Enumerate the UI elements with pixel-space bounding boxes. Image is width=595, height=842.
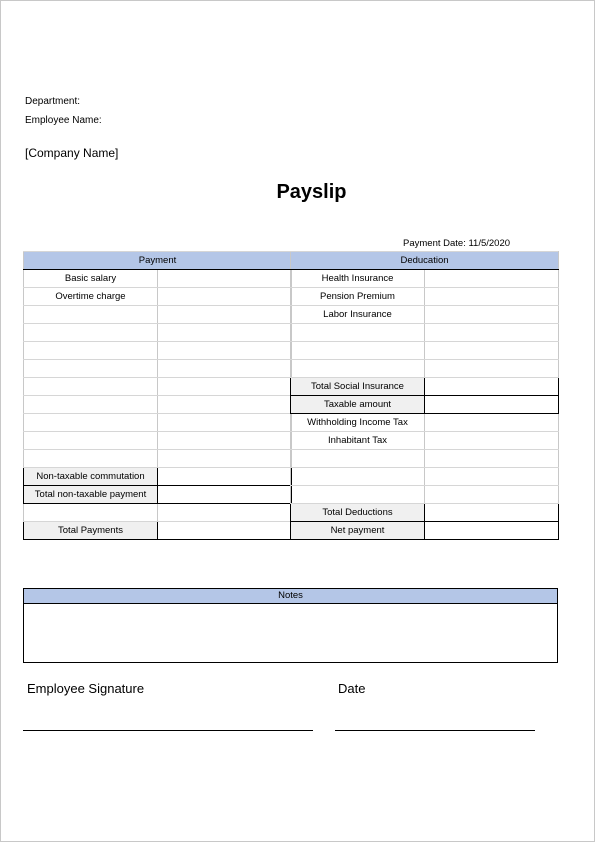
- payment-date: Payment Date: 11/5/2020: [403, 238, 511, 249]
- deduction-value-cell[interactable]: [425, 450, 559, 468]
- total-non-taxable-payment-value[interactable]: [158, 486, 292, 504]
- total-deductions-value[interactable]: [425, 504, 559, 522]
- payment-table: [23, 251, 292, 540]
- deduction-value-cell[interactable]: [425, 342, 559, 360]
- payment-value-cell[interactable]: [158, 396, 292, 414]
- date-label: Date: [338, 681, 366, 696]
- deduction-value-cell[interactable]: [425, 468, 559, 486]
- payment-header: Payment: [24, 252, 292, 270]
- deduction-value-cell[interactable]: [425, 324, 559, 342]
- deduction-value-cell[interactable]: [425, 306, 559, 324]
- payment-value-cell[interactable]: [158, 504, 292, 522]
- taxable-amount-value[interactable]: [425, 396, 559, 414]
- payment-value-cell[interactable]: [158, 360, 292, 378]
- payment-item-label: [24, 378, 158, 396]
- deduction-item-label: [291, 450, 425, 468]
- deduction-item-label: [291, 342, 425, 360]
- deduction-item-label: [291, 360, 425, 378]
- deduction-item-label: [291, 324, 425, 342]
- payment-value-cell[interactable]: [158, 288, 292, 306]
- payment-value-cell[interactable]: [158, 342, 292, 360]
- total-payments-label: Total Payments: [24, 522, 158, 540]
- total-payments-value[interactable]: [158, 522, 292, 540]
- deduction-item-label: [291, 468, 425, 486]
- employee-signature-label: Employee Signature: [27, 681, 145, 696]
- deduction-item-label: Withholding Income Tax: [291, 414, 425, 432]
- non-taxable-commutation-label: Non-taxable commutation: [24, 468, 158, 486]
- page-title: Payslip: [276, 181, 347, 203]
- payment-item-label: [24, 504, 158, 522]
- payment-value-cell[interactable]: [158, 378, 292, 396]
- deduction-header: Deducation: [291, 252, 559, 270]
- total-social-insurance-label: Total Social Insurance: [291, 378, 425, 396]
- payment-value-cell[interactable]: [158, 414, 292, 432]
- payment-value-cell[interactable]: [158, 450, 292, 468]
- deduction-item-label: Pension Premium: [291, 288, 425, 306]
- date-line[interactable]: [335, 730, 535, 731]
- total-non-taxable-payment-label: Total non-taxable payment: [24, 486, 158, 504]
- payment-item-label: [24, 324, 158, 342]
- deduction-item-label: [291, 486, 425, 504]
- deduction-value-cell[interactable]: [425, 360, 559, 378]
- payment-item-label: [24, 306, 158, 324]
- company-name: [Company Name]: [25, 146, 119, 160]
- payment-value-cell[interactable]: [158, 306, 292, 324]
- payment-item-label: [24, 342, 158, 360]
- department-label: Department:: [25, 96, 81, 107]
- net-payment-value[interactable]: [425, 522, 559, 540]
- payment-item-label: [24, 396, 158, 414]
- employee-signature-line[interactable]: [23, 730, 313, 731]
- deduction-value-cell[interactable]: [425, 486, 559, 504]
- net-payment-label: Net payment: [291, 522, 425, 540]
- payment-item-label: [24, 450, 158, 468]
- payment-item-label: Basic salary: [24, 270, 158, 288]
- employee-name-label: Employee Name:: [25, 115, 102, 126]
- payment-value-cell[interactable]: [158, 270, 292, 288]
- payment-value-cell[interactable]: [158, 324, 292, 342]
- payment-item-label: [24, 414, 158, 432]
- deduction-item-label: Health Insurance: [291, 270, 425, 288]
- deduction-value-cell[interactable]: [425, 270, 559, 288]
- deduction-value-cell[interactable]: [425, 432, 559, 450]
- deduction-table: [290, 251, 559, 540]
- payment-item-label: [24, 432, 158, 450]
- total-deductions-label: Total Deductions: [291, 504, 425, 522]
- deduction-item-label: Labor Insurance: [291, 306, 425, 324]
- payment-item-label: Overtime charge: [24, 288, 158, 306]
- deduction-value-cell[interactable]: [425, 414, 559, 432]
- total-social-insurance-value[interactable]: [425, 378, 559, 396]
- deduction-value-cell[interactable]: [425, 288, 559, 306]
- non-taxable-commutation-value[interactable]: [158, 468, 292, 486]
- notes-header: Notes: [24, 589, 557, 604]
- deduction-item-label: Inhabitant Tax: [291, 432, 425, 450]
- notes-box[interactable]: [23, 588, 558, 663]
- taxable-amount-label: Taxable amount: [291, 396, 425, 414]
- payment-value-cell[interactable]: [158, 432, 292, 450]
- payment-item-label: [24, 360, 158, 378]
